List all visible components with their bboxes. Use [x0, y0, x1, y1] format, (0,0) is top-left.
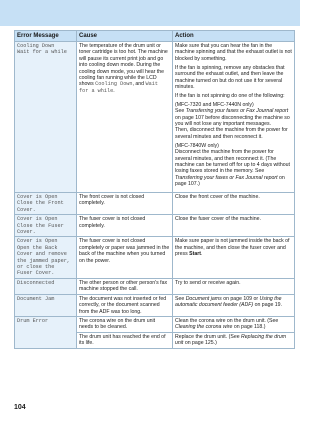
cause-cell	[77, 42, 173, 193]
cross-reference-link[interactable]: Document jams	[185, 295, 222, 302]
action-cell	[173, 332, 295, 348]
cross-reference-link[interactable]: Using the automatic document feeder (ADF)	[175, 295, 282, 309]
cause-text: .	[113, 87, 115, 94]
error-message-cell	[15, 42, 77, 193]
action-text: Make sure paper is not jammed inside the back of the machine, and then close the fuser cover and press	[175, 238, 290, 258]
cause-cell: The document was not inserted or fed correctly, or the document scanned from the ADF was too long.	[77, 294, 173, 316]
table-row	[15, 237, 295, 278]
error-message-table	[14, 30, 295, 349]
action-text: Disconnect the machine from the power for several minutes, and then reconnect it. (The machine can be turned off for up to 4 days without losing faxes stored in the memory. See	[175, 149, 290, 175]
action-text-model-note	[175, 102, 292, 140]
error-message-cell	[15, 237, 77, 278]
table-row	[15, 316, 295, 332]
error-message-cell	[15, 278, 77, 294]
error-message-cell	[15, 316, 77, 348]
action-text: See	[175, 295, 185, 302]
action-text: If the fan is not spinning do one of the following:	[175, 92, 285, 99]
action-text: on page 19.	[254, 302, 282, 309]
model-note: (MFC-7840W only)	[175, 142, 219, 149]
table-row	[15, 193, 295, 215]
action-text-model-note	[175, 143, 292, 188]
table-header-row	[15, 31, 295, 42]
error-message-text: Cover is Open Close the Front Cover.	[17, 194, 64, 213]
table-row	[15, 278, 295, 294]
cause-cell: The other person or other person's fax machine stopped the call.	[77, 278, 173, 294]
action-cell: Close the fuser cover of the machine.	[173, 215, 295, 237]
start-key-label: Start	[189, 251, 201, 258]
column-header-error-message: Error Message	[15, 31, 77, 42]
action-text: See	[175, 108, 185, 115]
page-number: 104	[14, 404, 26, 411]
error-message-cell	[15, 193, 77, 215]
cause-cell: The corona wire on the drum unit needs to be cleaned.	[77, 316, 173, 332]
action-cell	[173, 42, 295, 193]
action-text: on page 125.)	[184, 340, 217, 347]
cross-reference-link[interactable]: Transferring your faxes or Fax Journal report	[175, 174, 278, 181]
error-message-cell	[15, 215, 77, 237]
action-text: on page 118.)	[233, 324, 266, 331]
action-cell	[173, 294, 295, 316]
action-text: on page 107.)	[175, 174, 285, 188]
action-cell: Try to send or receive again.	[173, 278, 295, 294]
action-text: Then, disconnect the machine from the power for several minutes and then reconnect it.	[175, 127, 288, 140]
cross-reference-link[interactable]: Replacing the drum unit	[175, 333, 287, 347]
action-text: on page 109 or	[223, 295, 259, 302]
cross-reference-link[interactable]: Transferring your faxes or Fax Journal report	[185, 108, 289, 115]
lcd-text: Wait for a while	[79, 81, 158, 94]
column-header-action: Action	[173, 31, 295, 42]
action-text: If the fan is spinning, remove any obstacles that surround the exhaust outlet, and then leave the machine turned on but do not use it for several minutes.	[175, 64, 285, 90]
lcd-text: Cooling Down	[95, 81, 133, 88]
cause-text: The temperature of the drum unit or toner cartridge is too hot. The machine will pause its current print job and go into cooling down mode. During the cooling down mode, you will hear the cooling fan running while the LCD shows	[79, 43, 168, 88]
error-message-text: Cooling Down Wait for a while	[17, 43, 67, 56]
cause-text: , and	[132, 81, 145, 88]
table-row	[15, 294, 295, 316]
action-text: on page 107 before disconnecting the machine so you will not lose any important messages.	[175, 114, 290, 127]
action-text: .	[200, 251, 203, 258]
action-cell	[173, 316, 295, 332]
cause-cell: The fuser cover is not closed completely.	[77, 215, 173, 237]
error-message-text: Disconnected	[17, 279, 55, 286]
model-note: (MFC-7320 and MFC-7440N only)	[175, 101, 254, 108]
cause-cell: The drum unit has reached the end of its life.	[77, 332, 173, 348]
column-header-cause: Cause	[77, 31, 173, 42]
table-row	[15, 215, 295, 237]
error-message-text: Cover is Open Open the Back Cover and remove the jammed paper, or close the Fuser Cover.	[17, 238, 70, 277]
header-band	[0, 0, 300, 26]
cause-cell: The front cover is not closed completely.	[77, 193, 173, 215]
action-cell	[173, 237, 295, 278]
cause-cell: The fuser cover is not closed completely or paper was jammed in the back of the machine when you turned on the power.	[77, 237, 173, 278]
error-message-cell	[15, 294, 77, 316]
cross-reference-link[interactable]: Cleaning the corona wire	[175, 324, 233, 331]
action-text: Replace the drum unit. (See	[175, 333, 240, 340]
error-message-text: Cover is Open Close the Fuser Cover.	[17, 216, 64, 236]
action-text: Clean the corona wire on the drum unit. (See	[175, 317, 279, 324]
error-message-text: Drum Error	[17, 317, 49, 324]
action-text: Make sure that you can hear the fan in the machine spinning and that the exhaust outlet is not blocked by something.	[175, 43, 292, 62]
table-row	[15, 42, 295, 193]
error-message-text: Document Jam	[17, 295, 55, 302]
action-cell: Close the front cover of the machine.	[173, 193, 295, 215]
